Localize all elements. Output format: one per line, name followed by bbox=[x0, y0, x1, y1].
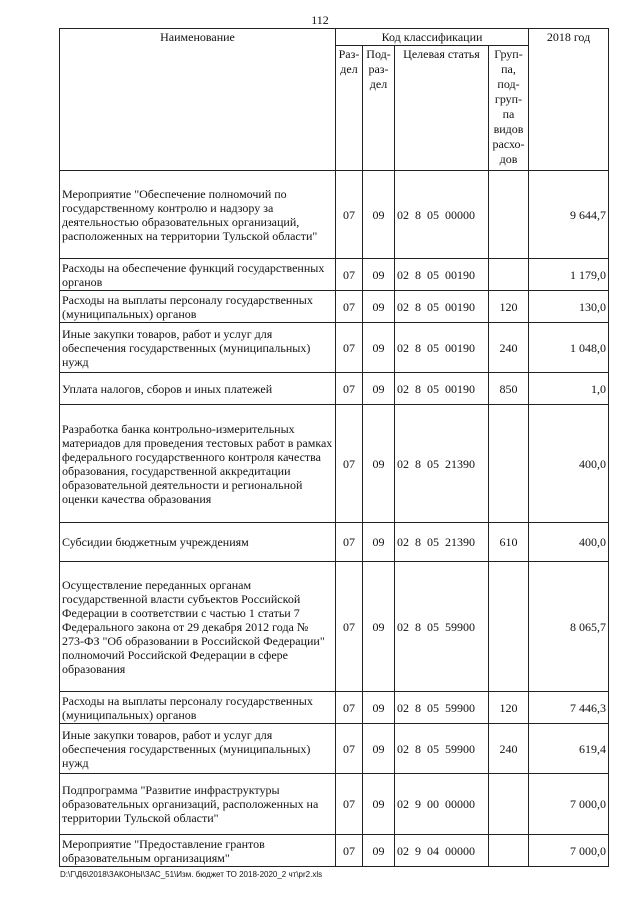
row-podrazdel: 09 bbox=[363, 405, 395, 523]
row-target-article: 02 9 04 00000 bbox=[395, 835, 489, 867]
table-row bbox=[60, 373, 609, 405]
table-row bbox=[60, 259, 609, 291]
row-expense-group bbox=[489, 562, 529, 692]
row-sum: 7 446,3 bbox=[529, 692, 609, 724]
row-expense-group: 120 bbox=[489, 291, 529, 323]
row-expense-group bbox=[489, 171, 529, 259]
row-razdel: 07 bbox=[336, 724, 363, 774]
row-name: Субсидии бюджетным учреждениям bbox=[60, 523, 336, 562]
row-expense-group bbox=[489, 259, 529, 291]
row-podrazdel: 09 bbox=[363, 171, 395, 259]
table-row bbox=[60, 291, 609, 323]
row-sum: 7 000,0 bbox=[529, 774, 609, 835]
file-path-footer: D:\Г\Д6\2018\ЗАКОНЫ\ЗАС_51\Изм. бюджет ТО 2018-2020_2 чт\pr2.xls bbox=[60, 870, 323, 879]
row-sum: 9 644,7 bbox=[529, 171, 609, 259]
row-name: Расходы на выплаты персоналу государственных (муниципальных) органов bbox=[60, 692, 336, 724]
row-sum: 400,0 bbox=[529, 405, 609, 523]
header-name: Наименование bbox=[60, 29, 336, 171]
row-target-article: 02 8 05 00190 bbox=[395, 259, 489, 291]
row-target-article: 02 8 05 21390 bbox=[395, 523, 489, 562]
row-sum: 1,0 bbox=[529, 373, 609, 405]
row-sum: 400,0 bbox=[529, 523, 609, 562]
page-number: 112 bbox=[311, 13, 329, 27]
row-name: Уплата налогов, сборов и иных платежей bbox=[60, 373, 336, 405]
row-sum: 619,4 bbox=[529, 724, 609, 774]
row-target-article: 02 8 05 59900 bbox=[395, 724, 489, 774]
table-row bbox=[60, 171, 609, 259]
row-sum: 130,0 bbox=[529, 291, 609, 323]
row-expense-group: 240 bbox=[489, 323, 529, 373]
row-razdel: 07 bbox=[336, 405, 363, 523]
row-sum: 8 065,7 bbox=[529, 562, 609, 692]
row-podrazdel: 09 bbox=[363, 562, 395, 692]
row-expense-group: 240 bbox=[489, 724, 529, 774]
row-podrazdel: 09 bbox=[363, 724, 395, 774]
row-podrazdel: 09 bbox=[363, 523, 395, 562]
row-razdel: 07 bbox=[336, 692, 363, 724]
row-target-article: 02 8 05 00190 bbox=[395, 291, 489, 323]
row-razdel: 07 bbox=[336, 562, 363, 692]
row-podrazdel: 09 bbox=[363, 291, 395, 323]
row-razdel: 07 bbox=[336, 171, 363, 259]
row-expense-group bbox=[489, 405, 529, 523]
row-razdel: 07 bbox=[336, 835, 363, 867]
row-razdel: 07 bbox=[336, 291, 363, 323]
row-sum: 1 179,0 bbox=[529, 259, 609, 291]
table-row bbox=[60, 774, 609, 835]
row-podrazdel: 09 bbox=[363, 774, 395, 835]
budget-table bbox=[59, 28, 609, 867]
header-row-1 bbox=[60, 29, 609, 46]
header-year: 2018 год bbox=[529, 29, 609, 171]
table-row bbox=[60, 724, 609, 774]
header-target-article: Целевая статья bbox=[395, 46, 489, 171]
row-name: Осуществление переданных органам государственной власти субъектов Российской Федерации в соответствии с частью 1 статьи 7 Федерального закона от 29 декабря 2012 года № 273-ФЗ "Об образовании в Российской Федерации" полномочий Российской Федерации в сфере образования bbox=[60, 562, 336, 692]
table-body bbox=[60, 171, 609, 867]
row-razdel: 07 bbox=[336, 373, 363, 405]
row-podrazdel: 09 bbox=[363, 373, 395, 405]
row-sum: 7 000,0 bbox=[529, 835, 609, 867]
table-row bbox=[60, 405, 609, 523]
row-name: Мероприятие "Обеспечение полномочий по государственному контролю и надзору за деятельностью образовательных организаций, расположенных на территории Тульской области" bbox=[60, 171, 336, 259]
table-header bbox=[60, 29, 609, 171]
header-subsection bbox=[363, 46, 395, 171]
row-podrazdel: 09 bbox=[363, 259, 395, 291]
table-row bbox=[60, 835, 609, 867]
row-target-article: 02 8 05 21390 bbox=[395, 405, 489, 523]
row-target-article: 02 8 05 00190 bbox=[395, 373, 489, 405]
header-expense-group bbox=[489, 46, 529, 171]
row-podrazdel: 09 bbox=[363, 692, 395, 724]
row-podrazdel: 09 bbox=[363, 323, 395, 373]
row-name: Расходы на обеспечение функций государственных органов bbox=[60, 259, 336, 291]
row-name: Подпрограмма "Развитие инфраструктуры образовательных организаций, расположенных на территории Тульской области" bbox=[60, 774, 336, 835]
row-expense-group: 850 bbox=[489, 373, 529, 405]
row-name: Мероприятие "Предоставление грантов образовательным организациям" bbox=[60, 835, 336, 867]
row-target-article: 02 8 05 00190 bbox=[395, 323, 489, 373]
row-razdel: 07 bbox=[336, 259, 363, 291]
row-razdel: 07 bbox=[336, 523, 363, 562]
row-expense-group: 120 bbox=[489, 692, 529, 724]
table-row bbox=[60, 323, 609, 373]
header-subsection-text: Под- раз- дел bbox=[366, 47, 391, 91]
row-name: Иные закупки товаров, работ и услуг для обеспечения государственных (муниципальных) нужд bbox=[60, 323, 336, 373]
table-row bbox=[60, 562, 609, 692]
row-target-article: 02 8 05 00000 bbox=[395, 171, 489, 259]
row-razdel: 07 bbox=[336, 323, 363, 373]
table-row bbox=[60, 692, 609, 724]
row-razdel: 07 bbox=[336, 774, 363, 835]
row-expense-group bbox=[489, 774, 529, 835]
header-classification: Код классификации bbox=[336, 29, 529, 46]
header-section bbox=[336, 46, 363, 171]
table-row bbox=[60, 523, 609, 562]
header-expense-group-text: Груп- па, под- груп- па видов расхо- дов bbox=[492, 47, 525, 166]
row-expense-group bbox=[489, 835, 529, 867]
row-target-article: 02 9 00 00000 bbox=[395, 774, 489, 835]
row-podrazdel: 09 bbox=[363, 835, 395, 867]
row-sum: 1 048,0 bbox=[529, 323, 609, 373]
row-name: Расходы на выплаты персоналу государственных (муниципальных) органов bbox=[60, 291, 336, 323]
row-target-article: 02 8 05 59900 bbox=[395, 562, 489, 692]
row-target-article: 02 8 05 59900 bbox=[395, 692, 489, 724]
row-expense-group: 610 bbox=[489, 523, 529, 562]
row-name: Иные закупки товаров, работ и услуг для обеспечения государственных (муниципальных) нужд bbox=[60, 724, 336, 774]
row-name: Разработка банка контрольно-измерительных материадов для проведения тестовых работ в рамках федерального государственного контроля качества образования, государственной аккредитации образовательной деятельности и региональной оценки качества образования bbox=[60, 405, 336, 523]
header-section-text: Раз- дел bbox=[338, 47, 360, 76]
